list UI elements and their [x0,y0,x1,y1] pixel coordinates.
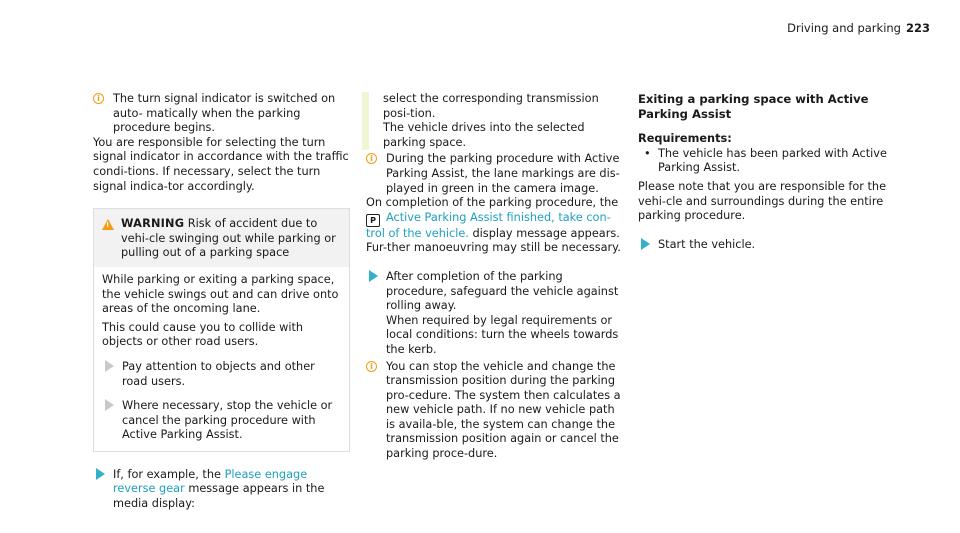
action-step [638,238,896,253]
step-result-text: The vehicle drives into the selected parking space. [383,121,585,149]
page-header [787,21,930,36]
warning-text-2: This could cause you to collide with objects or other road users. [102,320,304,349]
paragraph: Please note that you are responsible for the vehi-cle and surroundings during the entire parking procedure. [638,179,887,223]
step-arrow-icon [96,468,105,480]
note [366,152,624,196]
display-message: Please engage reverse gear [113,467,308,496]
warning-text-1: While parking or exiting a parking space, the vehicle swings out and can drive onto areas of the oncoming lane. [102,272,339,316]
warning-step-text: Where necessary, stop the vehicle or cancel the parking procedure with Active Parking Assist. [122,399,333,442]
info-icon: i [366,153,377,164]
step-text: If, for example, the [113,467,225,481]
page-number: 223 [905,21,930,35]
step-continuation-text: select the corresponding transmission posi-tion. [383,92,599,120]
parking-assist-icon: P [366,214,380,227]
step-arrow-icon [105,360,114,372]
note-text-content: The turn signal indicator is switched on auto- matically when the parking procedure begins. [113,92,336,135]
warning-step-text: Pay attention to objects and other road users. [122,359,315,388]
step-text: After completion of the parking procedure, safeguard the vehicle against rolling away. [386,269,619,313]
requirements-label: Requirements: [638,132,732,146]
paragraph-text: display message appears. Fur-ther manoeuvring may still be necessary. [366,226,621,255]
paragraph [366,196,624,256]
requirement-item: • The vehicle has been parked with Active Parking Assist. [638,147,896,176]
warning-title: Risk of accident due to vehi-cle swinging out while parking or pulling out of a parking space [121,217,336,260]
step-arrow-icon [369,270,378,282]
warning-exclamation: ! [106,221,110,230]
column-1 [93,92,351,512]
step-text: When required by legal requirements or local conditions: turn the wheels towards the kerb. [386,313,619,356]
warning-step-2 [102,399,341,443]
action-step [93,468,351,512]
warning-label: WARNING [121,217,185,231]
warning-box [93,208,350,452]
note [366,360,624,462]
display-message: Active Parking Assist finished, take con-trol of the vehicle. [366,210,611,240]
info-icon: i [366,361,377,372]
warning-header [94,209,349,267]
note-text: During the parking procedure with Active Parking Assist, the lane markings are dis-played in green in the camera image. [386,152,620,195]
note-text: You can stop the vehicle and change the transmission position during the parking pro-cedure. The system then calculates a new vehicle path. If no new vehicle path is availa-ble, the system can change the transmission position again or cancel the parking proce-dure. [386,359,621,461]
step-text: message appears in the media display: [113,482,325,511]
info-icon: i [93,93,104,104]
note [93,92,351,136]
section-heading: Exiting a parking space with Active Parking Assist [638,92,869,121]
step-continuation [362,92,624,150]
section-title: Driving and parking [787,21,901,35]
step-arrow-icon [105,399,114,411]
warning-body [94,267,349,451]
note-text [113,92,351,136]
warning-step-1 [102,360,341,389]
action-step [366,270,624,358]
column-2 [366,92,624,462]
column-3 [638,92,896,252]
paragraph: You are responsible for selecting the turn signal indicator in accordance with the traffic condi-tions. If necessary, select the turn signal indica-tor accordingly. [93,135,349,193]
step-text: Start the vehicle. [658,237,756,251]
step-arrow-icon [641,238,650,250]
paragraph-text: On completion of the parking procedure, the [366,196,619,210]
